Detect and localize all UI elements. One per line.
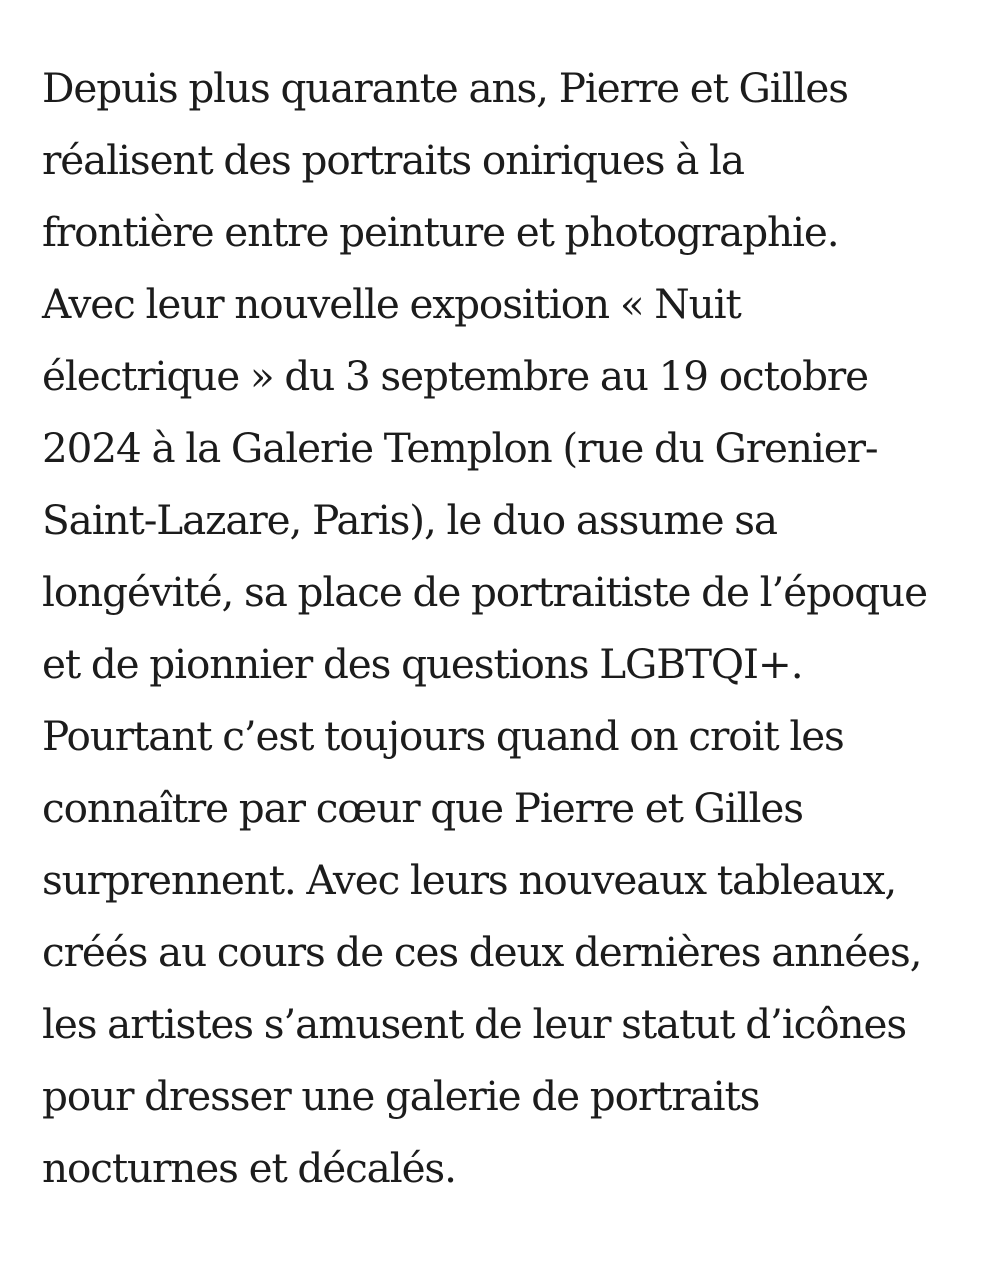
paragraph-line: Saint-Lazare, Paris), le duo assume sa bbox=[42, 496, 777, 544]
paragraph-line: pour dresser une galerie de portraits bbox=[42, 1072, 760, 1120]
paragraph-line: et de pionnier des questions LGBTQI+. bbox=[42, 640, 803, 688]
paragraph-line: nocturnes et décalés. bbox=[42, 1144, 456, 1192]
paragraph-line: les artistes s’amusent de leur statut d’icônes bbox=[42, 1000, 907, 1048]
paragraph-line: Pourtant c’est toujours quand on croit les bbox=[42, 712, 844, 760]
paragraph-line: électrique » du 3 septembre au 19 octobre bbox=[42, 352, 869, 400]
paragraph-line: longévité, sa place de portraitiste de l’époque bbox=[42, 568, 927, 616]
paragraph-line: Depuis plus quarante ans, Pierre et Gilles bbox=[42, 64, 848, 112]
paragraph-line: réalisent des portraits oniriques à la bbox=[42, 136, 744, 184]
article-paragraph bbox=[42, 52, 982, 1204]
paragraph-line: Avec leur nouvelle exposition « Nuit bbox=[42, 280, 741, 328]
paragraph-line: connaître par cœur que Pierre et Gilles bbox=[42, 784, 803, 832]
paragraph-line: 2024 à la Galerie Templon (rue du Grenier- bbox=[42, 424, 878, 472]
paragraph-line: frontière entre peinture et photographie. bbox=[42, 208, 839, 256]
paragraph-line: surprennent. Avec leurs nouveaux tableaux, bbox=[42, 856, 897, 904]
paragraph-line: créés au cours de ces deux dernières années, bbox=[42, 928, 922, 976]
